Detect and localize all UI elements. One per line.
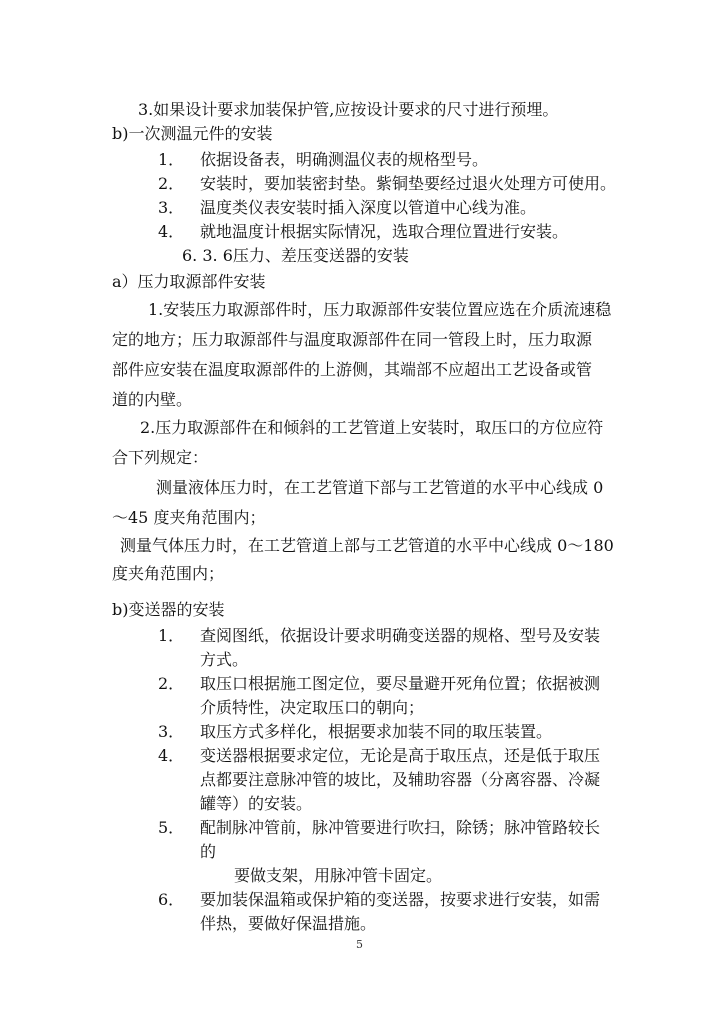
- list-item-number: 2．: [158, 174, 185, 193]
- list-item-text: 介质特性，决定取压口的朝向；: [200, 698, 425, 717]
- paragraph-line: 测量液体压力时，在工艺管道下部与工艺管道的水平中心线成 0: [156, 478, 604, 497]
- list-item-number: 6．: [158, 890, 185, 909]
- list-item-number: 5．: [158, 818, 185, 837]
- list-item-text: 变送器根据要求定位，无论是高于取压点，还是低于取压: [200, 746, 601, 765]
- paragraph-line: 1.安装压力取源部件时，压力取源部件安装位置应选在介质流速稳: [148, 300, 612, 319]
- section-heading-thermo: b)一次测温元件的安装: [112, 124, 273, 143]
- list-item-number: 1．: [158, 626, 185, 645]
- list-item-number: 3．: [158, 722, 185, 741]
- list-item-number: 4．: [158, 222, 185, 241]
- list-item-text: 伴热，要做好保温措施。: [200, 914, 377, 933]
- list-item-number: 2．: [158, 674, 185, 693]
- list-item-text: 温度类仪表安装时插入深度以管道中心线为准。: [200, 198, 537, 217]
- paragraph-line: 道的内壁。: [112, 390, 193, 409]
- list-item-text: 依据设备表，明确测温仪表的规格型号。: [200, 150, 489, 169]
- subsection-title: 6. 3. 6压力、差压变送器的安装: [182, 246, 409, 265]
- paragraph-line: 2.压力取源部件在和倾斜的工艺管道上安装时，取压口的方位应符: [140, 418, 604, 437]
- list-item-text: 要做支架，用脉冲管卡固定。: [234, 866, 443, 885]
- section-heading-transmitter: b)变送器的安装: [112, 600, 225, 619]
- list-item-text: 方式。: [200, 650, 249, 669]
- page-number: 5: [356, 938, 363, 951]
- list-item-text: 的: [200, 842, 217, 861]
- paragraph-line: 度夹角范围内；: [112, 564, 225, 583]
- list-item-text: 取压方式多样化，根据要求加装不同的取压装置。: [200, 722, 553, 741]
- list-item-text: 要加装保温箱或保护箱的变送器，按要求进行安装，如需: [200, 890, 601, 909]
- list-item-text: 安装时，要加装密封垫。紫铜垫要经过退火处理方可使用。: [200, 174, 617, 193]
- list-item-text: 配制脉冲管前，脉冲管要进行吹扫，除锈；脉冲管路较长: [200, 818, 601, 837]
- paragraph-line: 测量气体压力时，在工艺管道上部与工艺管道的水平中心线成 0～180: [120, 536, 614, 555]
- paragraph-line: 合下列规定：: [112, 448, 209, 467]
- list-item-number: 3．: [158, 198, 185, 217]
- list-item-text: 点都要注意脉冲管的坡比，及辅助容器（分离容器、冷凝: [200, 770, 601, 789]
- list-item-text: 就地温度计根据实际情况，选取合理位置进行安装。: [200, 222, 569, 241]
- list-item-number: 4．: [158, 746, 185, 765]
- paragraph-line: ～45 度夹角范围内；: [112, 508, 266, 527]
- list-item-text: 查阅图纸，依据设计要求明确变送器的规格、型号及安装: [200, 626, 601, 645]
- paragraph-line: 定的地方；压力取源部件与温度取源部件在同一管段上时，压力取源: [112, 330, 593, 349]
- paragraph-item-3: 3.如果设计要求加装保护管,应按设计要求的尺寸进行预埋。: [138, 100, 559, 119]
- list-item-number: 1．: [158, 150, 185, 169]
- list-item-text: 罐等）的安装。: [200, 794, 313, 813]
- list-item-text: 取压口根据施工图定位，要尽量避开死角位置；依据被测: [200, 674, 601, 693]
- section-heading-pressure-source: a）压力取源部件安装: [112, 272, 266, 291]
- paragraph-line: 部件应安装在温度取源部件的上游侧，其端部不应超出工艺设备或管: [112, 360, 593, 379]
